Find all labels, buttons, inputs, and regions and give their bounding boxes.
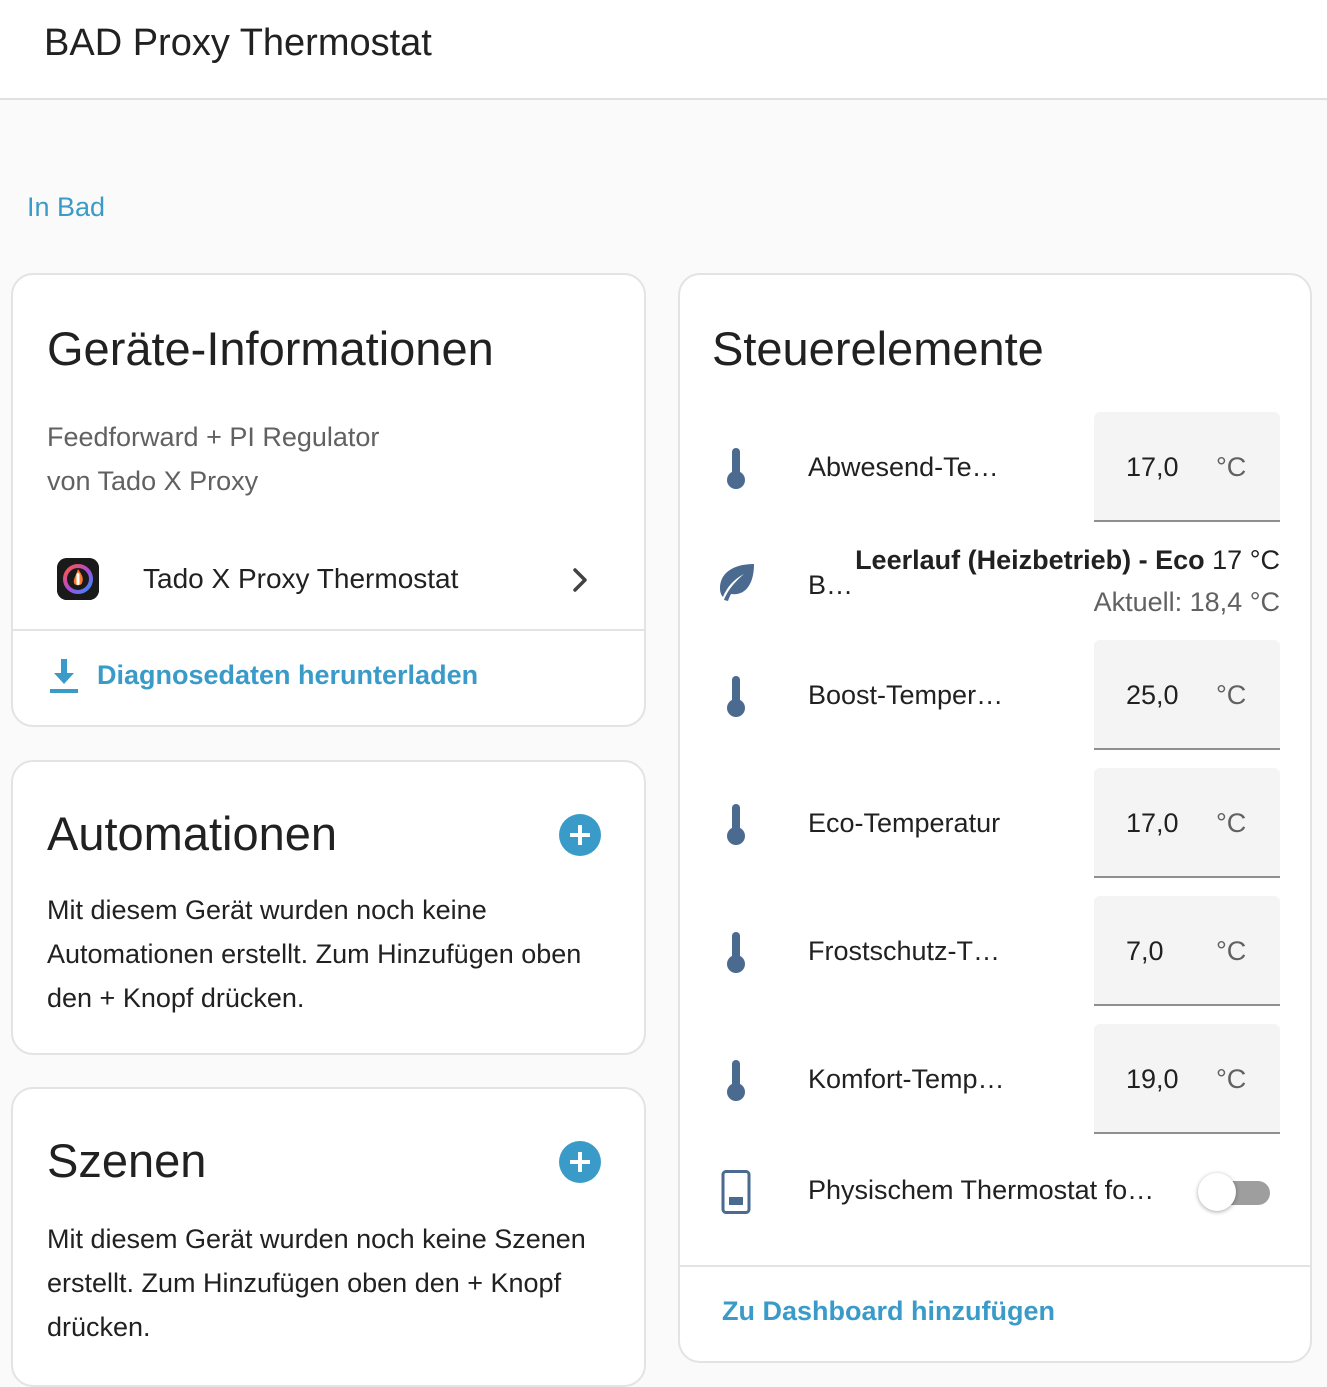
frost-temperature-value: 7,0 <box>1126 936 1164 966</box>
add-automation-button[interactable] <box>559 814 601 856</box>
leaf-icon <box>714 560 758 604</box>
area-link[interactable]: In Bad <box>27 192 106 222</box>
climate-current-temperature: Aktuell: 18,4 °C <box>1093 587 1280 617</box>
thermometer-icon <box>720 930 752 974</box>
physical-thermostat-row <box>680 1170 1310 1214</box>
away-temperature-input[interactable] <box>1094 412 1280 522</box>
comfort-temperature-value: 19,0 <box>1126 1064 1179 1094</box>
comfort-temperature-label: Komfort-Temp… <box>808 1064 1005 1094</box>
eco-temperature-row <box>680 768 1310 878</box>
add-scene-button[interactable] <box>559 1141 601 1183</box>
page-title: BAD Proxy Thermostat <box>44 22 432 64</box>
climate-state-text: Leerlauf (Heizbetrieb) - Eco <box>855 545 1205 575</box>
automations-title: Automationen <box>47 807 338 860</box>
eco-temperature-input[interactable] <box>1094 768 1280 878</box>
device-manufacturer: von Tado X Proxy <box>47 466 259 496</box>
chevron-right-icon <box>569 565 593 595</box>
integration-row[interactable] <box>13 545 644 631</box>
thermometer-icon <box>720 802 752 846</box>
eco-temperature-label: Eco-Temperatur <box>808 808 1001 838</box>
away-temperature-value: 17,0 <box>1126 452 1179 482</box>
download-icon <box>47 657 81 695</box>
comfort-temperature-unit: °C <box>1216 1064 1247 1094</box>
device-info-details <box>47 415 379 503</box>
boost-temperature-row <box>680 640 1310 750</box>
away-temperature-unit: °C <box>1216 452 1247 482</box>
boost-temperature-label: Boost-Temper… <box>808 680 1004 710</box>
eco-temperature-value: 17,0 <box>1126 808 1179 838</box>
device-info-card <box>11 273 646 727</box>
scenes-title: Szenen <box>47 1134 207 1187</box>
integration-logo-icon <box>57 558 99 600</box>
integration-name: Tado X Proxy Thermostat <box>143 563 459 594</box>
away-temperature-label: Abwesend-Te… <box>808 452 999 482</box>
automations-card <box>11 760 646 1055</box>
automations-empty-text: Mit diesem Gerät wurden noch keine Automationen erstellt. Zum Hinzufügen oben den + Knopf drücken. <box>47 895 582 1013</box>
frost-temperature-label: Frostschutz-T… <box>808 936 1001 966</box>
eco-temperature-unit: °C <box>1216 808 1247 838</box>
climate-state[interactable] <box>850 545 1280 576</box>
physical-thermostat-toggle[interactable] <box>1198 1172 1272 1212</box>
physical-thermostat-label: Physischem Thermostat fo… <box>808 1175 1155 1205</box>
device-model: Feedforward + PI Regulator <box>47 422 380 452</box>
boost-temperature-value: 25,0 <box>1126 680 1179 710</box>
add-to-dashboard-button[interactable]: Zu Dashboard hinzufügen <box>722 1296 1055 1326</box>
thermometer-icon <box>720 674 752 718</box>
comfort-temperature-row <box>680 1024 1310 1134</box>
card-divider <box>13 629 644 631</box>
controls-title: Steuerelemente <box>712 322 1044 375</box>
frost-temperature-input[interactable] <box>1094 896 1280 1006</box>
comfort-temperature-input[interactable] <box>1094 1024 1280 1134</box>
thermometer-icon <box>720 446 752 490</box>
controls-card <box>678 273 1312 1363</box>
frost-temperature-row <box>680 896 1310 1006</box>
frost-temperature-unit: °C <box>1216 936 1247 966</box>
away-temperature-row <box>680 412 1310 522</box>
scenes-empty-text: Mit diesem Gerät wurden noch keine Szenen erstellt. Zum Hinzufügen oben den + Knopf drücken. <box>47 1224 586 1342</box>
boost-temperature-unit: °C <box>1216 680 1247 710</box>
top-app-bar <box>0 0 1327 100</box>
climate-target-temperature: 17 °C <box>1212 545 1280 575</box>
toggle-knob <box>1198 1173 1236 1211</box>
download-diagnostics-label: Diagnosedaten herunterladen <box>97 660 479 690</box>
tablet-icon <box>720 1170 752 1214</box>
climate-label[interactable]: B… <box>808 570 854 600</box>
scenes-card <box>11 1087 646 1387</box>
card-divider <box>680 1265 1310 1267</box>
thermometer-icon <box>720 1058 752 1102</box>
device-info-title: Geräte-Informationen <box>47 322 494 375</box>
boost-temperature-input[interactable] <box>1094 640 1280 750</box>
